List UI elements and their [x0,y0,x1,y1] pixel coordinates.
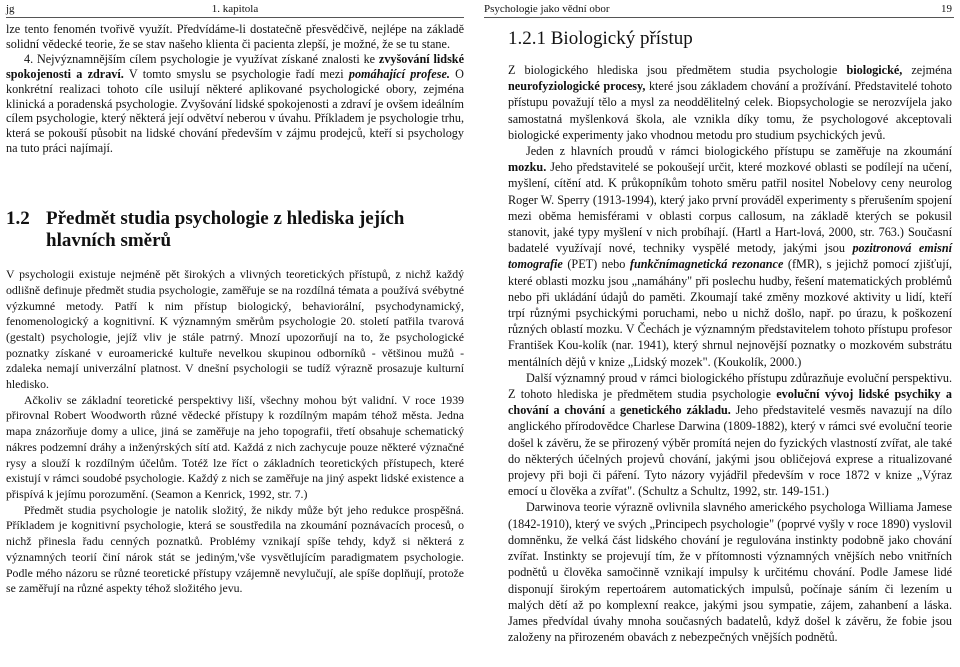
right-page [478,0,960,667]
body-paragraph: V psychologii existuje nejméně pět širokých a vlivných teoretických přístupů, z nichž každý odlišně definuje předmět studia psychologie, zaměřuje se na rozdílná témata a používá svébytné výzkumné metody. Patří k nim přístup biologický, behaviorální, psychodynamický, fenomenologický a kognitivní. K významným směrům psychologie 20. století patřila tvarová (gestalt) psychologie, jejíž vliv je stále patrný. Mnozí upozorňují na to, že psychologické poznatky získané v euroamerické kultuře nevelkou skupinou odborníků - většinou mužů - zdaleka nemají univerzální platnost. V dnešní psychologii se tudíž výrazně prosazuje kulturní hledisko. [6,267,464,392]
bold-text: mozku. [508,160,547,175]
left-header-tag: jg [6,3,15,15]
list-text: 4. Nejvýznamnějším cílem psychologie je využívat získané znalosti ke [24,51,379,66]
section-heading [6,208,464,252]
body-paragraph [508,62,952,143]
bold-text: genetického základu. [620,403,731,418]
right-header-rule [484,17,954,18]
section-title: Předmět studia psychologie z hlediska jejích hlavních směrů [46,208,405,252]
body-paragraph [508,143,952,370]
body-paragraph: Ačkoliv se základní teoretické perspektivy liší, všechny mohou být validní. V roce 1939 přirovnal Robert Woodworth různé vědecké přístupy k rozdílným mapám téhož města. Jedna mapa znázorňuje domy a ulice, jiná se zaměřuje na jeho topografii, třetí obsahuje schematický nákres podzemní dráhy a inženýrských sítí atd. Každá z nich zachycuje pouze některé význačné rysy a slouží k rozdílným účelům. Totéž lze říct o základních teoretických přístupech, které existují v rámci soudobé psychologie. Každý z nich se zaměřuje na jiný aspekt lidské existence a přispívá k jejímu porozumění. (Seamon a Kenrick, 1992, str. 7.) [6,392,464,501]
paragraph-text: Jeho představitelé vesměs navazují na dílo anglického přírodovědce Charlese Darwina (1809-1882), který v rámci své evoluční teorie došel k závěru, že se přirozený výběr promítá nejen do fyzických vlastností zvířat, ale také do některých účelných projevů chování, jakými jsou obličejová exprese a ritualizované projevy při boji či páření. Tyto názory vyjádřil především v roce 1872 v knize „Výraz emocí u člověka a zvířat". (Schultz a Schultz, 1992, str. 149-151.) [508,403,952,499]
list-text: V tomto smyslu se psychologie řadí mezi [123,66,349,81]
list-text: O konkrétní realizaci tohoto cíle usilují některé aplikované psychologické obory, zejména klinická a poradenská psychologie. Zvyšování lidské spokojenosti a zdraví je ovšem ideálním cílem psychologie, který některá její odvětví neberou v úvahu. Příkladem je psychologie trhu, která se pokouší působit na lidské chování především v zájmu prodejců, kteří si psychology na tuto práci najímají. [6,66,464,156]
body-paragraph [508,370,952,500]
left-page [0,0,470,667]
page-number: 19 [941,3,952,15]
section-number: 1.2 [6,208,30,230]
paragraph-text: Jeden z hlavních proudů v rámci biologického přístupu se zaměřuje na zkoumání [526,144,952,159]
subsection-heading: 1.2.1 Biologický přístup [508,28,693,49]
paragraph-text: Další významný proud v rámci biologického přístupu zdůrazňuje evoluční perspektivu. Z tohoto hlediska je předmětem studia psychologie [508,370,952,402]
list-bold-italic-text: pomáhající profese. [348,66,450,81]
paragraph-text: zejména [902,63,952,77]
left-header-rule [6,17,464,18]
left-page-body [6,22,464,597]
paragraph-text: které jsou základem chování a prožívání. Představitelé tohoto přístupu považují tělo a mysl za neoddělitelný celek. Biopsychologie se nerozvíjela jako samostatná myšlenková škola, ale vznikla díky tomu, že psychologové akceptovali biologické experimenty jako vhodnou metodu pro studium psychických jevů. [508,79,953,142]
paragraph-text: a [605,403,621,418]
body-paragraph: Darwinova teorie výrazně ovlivnila slavného amerického psychologa Williama Jamese (1842-1910), který ve svých „Principech psychologie" (poprvé vyšly v roce 1890) vyslovil domněnku, že velká část lidského chování je regulována instinkty podobně jako chování zvířat. Instinkty se projevují tím, že v přítomnosti významných vnějších nebo vnitřních podnětů u člověka samočinně vznikají impulsy k určitému chování. Podle Jamese lidé disponují širokým repertoárem automatických impulsů, počínaje sáním či lezením u malých dětí až po komplexní reakce, jakými jsou sympatie, zájem, zahanbení a láska. James předvídal úvahy mnoha současných badatelů, když došel k závěru, že fobie jsou založeny na přirozeném obavách z nebezpečných vnějších podnětů. [508,500,952,645]
paragraph-text: Z biologického hlediska jsou předmětem studia psychologie [508,63,847,77]
paragraph-text: (PET) nebo [562,257,630,272]
bold-text: evoluční vývoj lidské psychiky a chování a chování [508,387,952,418]
continued-paragraph: lze tento fenomén tvořivě využít. Předvídáme-li dostatečně přesvědčivě, nejlépe na základě solidní vědecké teorie, že se stav našeho klienta či pacienta zlepší, je možné, že se tu stane. [6,22,464,51]
list-item-4 [6,52,464,156]
body-paragraph: Předmět studia psychologie je natolik složitý, že nikdy může být jeho redukce prospěšná. Příkladem je kognitivní psychologie, která se soustředila na zkoumání poznávacích procesů, o nichž přinesla řadu cenných poznatků. Problémy vznikají spíše tehdy, když si některá z významných teorií činí nárok stát se jediným,'vše vysvětlujícím paradigmatem psychologie. Podle mého názoru se různé teoretické přístupy vzájemně nevylučují, ale spíše doplňují, protože se zaměřují na různé aspekty téhož složitého jevu. [6,502,464,596]
paragraph-text: Jeho představitelé se pokoušejí určit, které mozkové oblasti se podílejí na učení, myšlení, cítění atd. K průkopníkům tohoto směru patřil nositel Nobelovy ceny neurolog Roger W. Sperry (1913-1994), který jako první prováděl experimenty s přerušením spojení mezi oběma hemisférami v oblasti corpus callosum, na základě kterých se pokusil stanovit, jaké typy myšlení v nich probíhají. (Hartl a Hart-lová, 2000, str. 763.) Současní badatelé využívají nové, techniky vyspělé metody, jakými jsou [508,160,952,256]
list-bold-text: zvyšování lidské spokojenosti a zdraví. [6,51,464,81]
left-header-chapter: 1. kapitola [211,3,259,15]
bold-text: biologické, [846,63,903,77]
right-page-body [508,28,952,645]
left-page-header [0,2,470,16]
bold-text: neurofyziologické procesy, [508,79,646,94]
right-page-header [478,2,960,16]
bold-italic-text: funkčnímagnetická rezonance [629,257,784,272]
bold-italic-text: pozitronová emisní tomografie [508,241,952,272]
right-header-title: Psychologie jako vědní obor [484,3,610,15]
paragraph-text: (fMR), s jejichž pomocí zjišťují, které oblasti mozku jsou „namáhány" při poslechu hudby, řešení matematických problémů nebo při ukládání údajů do paměti. Zkoumají také změny mozkové aktivity u lidí, kteří trpí různými psychickými poruchami, nebo u nichž došlo, např. po úrazu, k poškození různých oblastí mozku. V Čechách je významným představitelem tohoto přístupu profesor František Kou-kolík (nar. 1941), který shrnul nejnovější poznatky o mozkovém substrátu mentálních dějů v knize „Lidský mozek". (Koukolík, 2000.) [508,257,953,369]
